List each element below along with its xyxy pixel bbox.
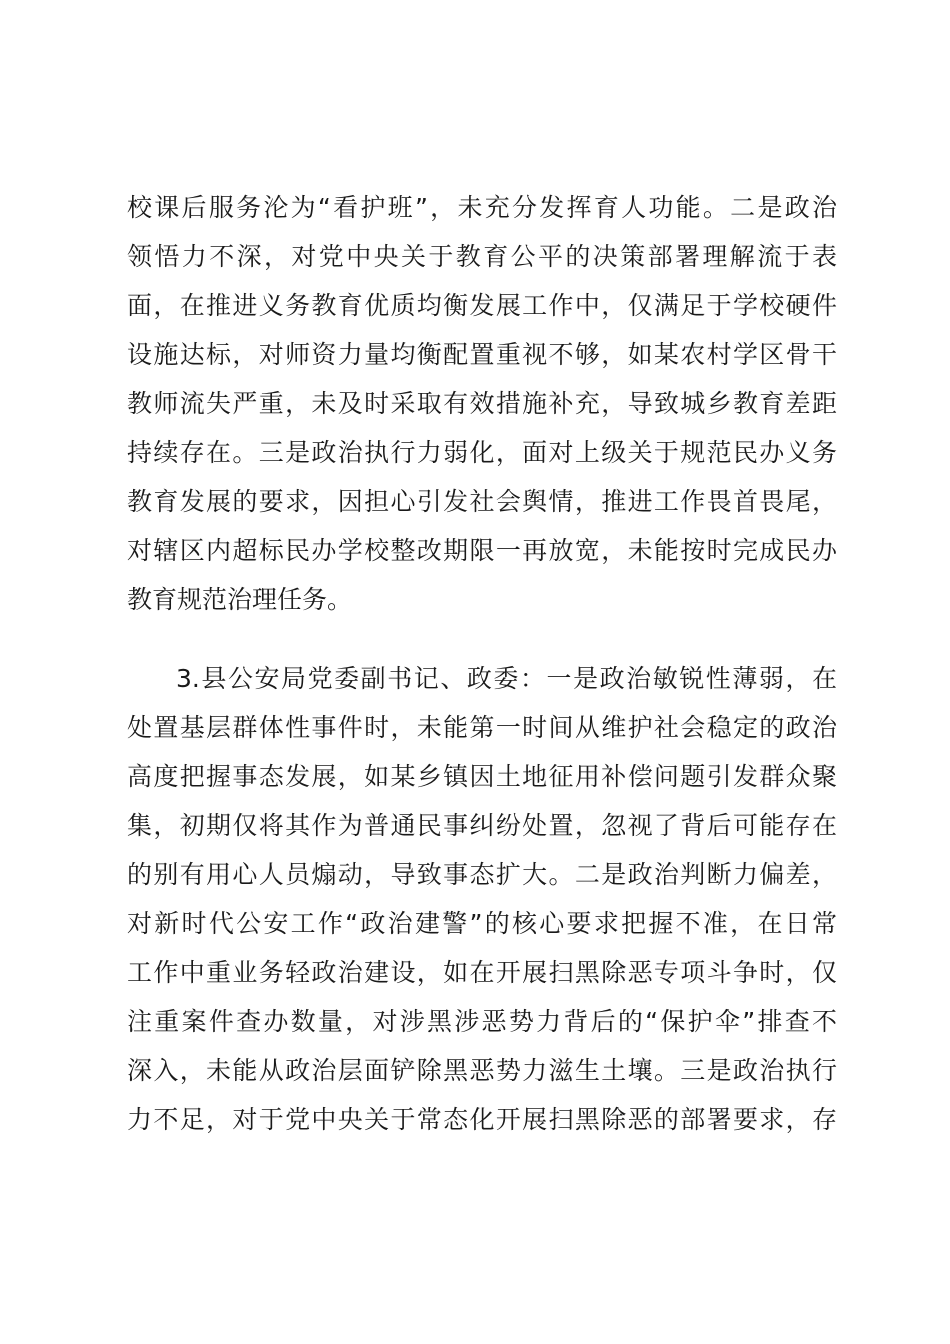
text-line: 校课后服务沦为“看护班”，未充分发挥育人功能。二是政治 — [127, 193, 837, 222]
text-line: 教师流失严重，未及时采取有效措施补充，导致城乡教育差距 — [127, 389, 837, 418]
text-line: 工作中重业务轻政治建设，如在开展扫黑除恶专项斗争时，仅 — [127, 958, 837, 987]
text-line: 设施达标，对师资力量均衡配置重视不够，如某农村学区骨干 — [127, 340, 837, 369]
text-line: 处置基层群体性事件时，未能第一时间从维护社会稳定的政治 — [127, 713, 837, 742]
text-line: 注重案件查办数量，对涉黑涉恶势力背后的“保护伞”排查不 — [127, 1007, 837, 1036]
text-line: 的别有用心人员煽动，导致事态扩大。二是政治判断力偏差， — [127, 860, 837, 889]
text-line: 3.县公安局党委副书记、政委：一是政治敏锐性薄弱，在 — [176, 664, 837, 693]
text-line: 教育规范治理任务。 — [127, 585, 353, 614]
text-line: 持续存在。三是政治执行力弱化，面对上级关于规范民办义务 — [127, 438, 837, 467]
text-line: 教育发展的要求，因担心引发社会舆情，推进工作畏首畏尾， — [127, 487, 837, 516]
text-line: 高度把握事态发展，如某乡镇因土地征用补偿问题引发群众聚 — [127, 762, 837, 791]
text-line: 集，初期仅将其作为普通民事纠纷处置，忽视了背后可能存在 — [127, 811, 837, 840]
text-line: 深入，未能从政治层面铲除黑恶势力滋生土壤。三是政治执行 — [127, 1056, 837, 1085]
text-line: 面，在推进义务教育优质均衡发展工作中，仅满足于学校硬件 — [127, 291, 837, 320]
text-line: 力不足，对于党中央关于常态化开展扫黑除恶的部署要求，存 — [127, 1105, 837, 1134]
text-line: 对新时代公安工作“政治建警”的核心要求把握不准，在日常 — [127, 909, 837, 938]
text-line: 领悟力不深，对党中央关于教育公平的决策部署理解流于表 — [127, 242, 837, 271]
text-line: 对辖区内超标民办学校整改期限一再放宽，未能按时完成民办 — [127, 536, 837, 565]
